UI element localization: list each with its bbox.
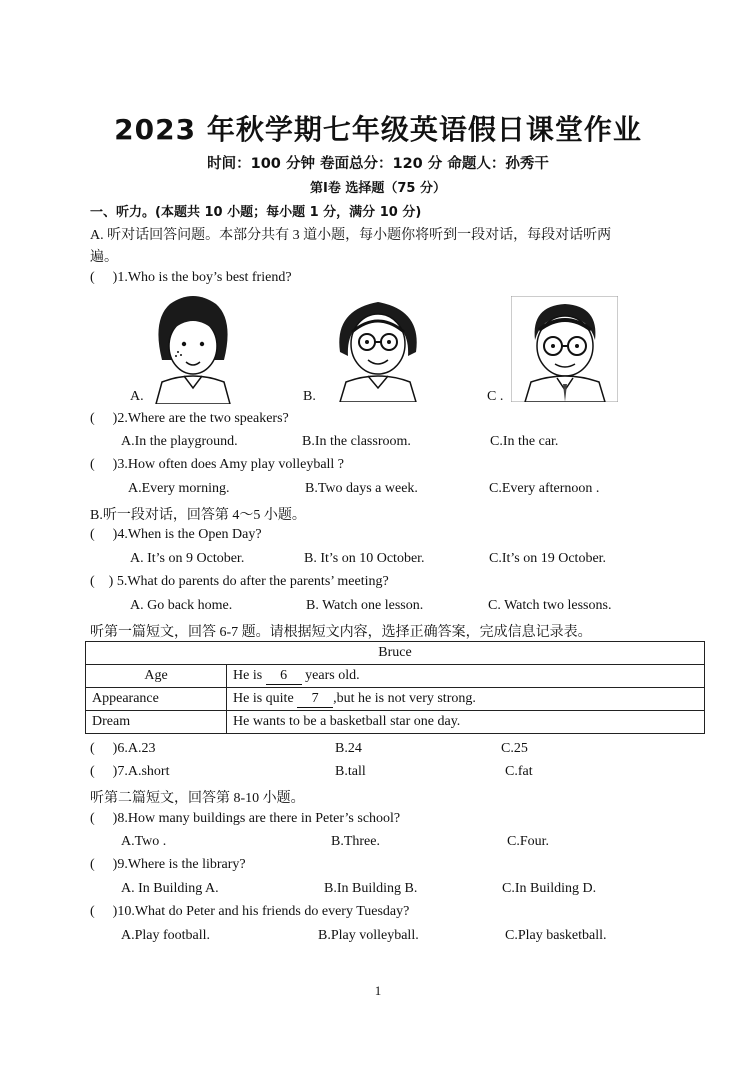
info-record-table xyxy=(85,641,705,734)
blank-6: 6 xyxy=(266,668,302,685)
table-label-dream: Dream xyxy=(86,711,227,734)
q9-option-a: A. In Building A. xyxy=(121,881,219,896)
instruction-d: 听第二篇短文，回答第 8-10 小题。 xyxy=(90,791,305,806)
table-row xyxy=(86,665,705,688)
q7-option-c: C.fat xyxy=(505,764,533,779)
table-value-dream: He wants to be a basketball star one day. xyxy=(227,711,705,734)
q5-option-c: C. Watch two lessons. xyxy=(488,598,612,613)
instruction-a-line1: A. 听对话回答问题。本部分共有 3 道小题，每小题你将听到一段对话，每段对话听两 xyxy=(90,228,612,243)
table-label-age: Age xyxy=(86,665,227,688)
q1-option-c: C . xyxy=(487,389,504,404)
q3-option-b: B.Two days a week. xyxy=(305,481,418,496)
instruction-a-line2: 遍。 xyxy=(90,250,118,265)
q3-option-a: A.Every morning. xyxy=(128,481,230,496)
question-4: ( )4.When is the Open Day? xyxy=(90,527,262,542)
table-row xyxy=(86,688,705,711)
question-6: ( )6.A.23 xyxy=(90,741,156,756)
question-5: ( ) 5.What do parents do after the parents’ meeting? xyxy=(90,574,389,589)
q8-option-c: C.Four. xyxy=(507,834,550,849)
q5-option-b: B. Watch one lesson. xyxy=(306,598,424,613)
q10-option-b: B.Play volleyball. xyxy=(318,928,419,943)
q1-option-a: A. xyxy=(130,389,144,404)
table-label-appearance: Appearance xyxy=(86,688,227,711)
page-number: 1 xyxy=(374,983,382,998)
q9-option-c: C.In Building D. xyxy=(502,881,597,896)
table-row xyxy=(86,711,705,734)
girl-with-glasses-picture xyxy=(330,292,426,402)
q2-option-a: A.In the playground. xyxy=(121,434,238,449)
q6-option-c: C.25 xyxy=(501,741,528,756)
q5-option-a: A. Go back home. xyxy=(130,598,233,613)
question-1: ( )1.Who is the boy’s best friend? xyxy=(90,270,292,285)
part-heading: 第Ⅰ卷 选择题（75 分） xyxy=(310,181,446,196)
question-10: ( )10.What do Peter and his friends do every Tuesday? xyxy=(90,904,410,919)
instruction-c: 听第一篇短文，回答 6-7 题。请根据短文内容，选择正确答案，完成信息记录表。 xyxy=(90,625,592,640)
instruction-b: B.听一段对话，回答第 4～5 小题。 xyxy=(90,508,306,523)
q4-option-b: B. It’s on 10 October. xyxy=(304,551,425,566)
q8-option-b: B.Three. xyxy=(331,834,380,849)
question-2: ( )2.Where are the two speakers? xyxy=(90,411,289,426)
girl-with-bangs-picture xyxy=(150,290,236,404)
boy-with-glasses-picture xyxy=(511,296,618,402)
q8-option-a: A.Two . xyxy=(121,834,167,849)
q3-option-c: C.Every afternoon . xyxy=(489,481,600,496)
q7-option-b: B.tall xyxy=(335,764,366,779)
q1-option-b: B. xyxy=(303,389,316,404)
q4-option-c: C.It’s on 19 October. xyxy=(489,551,607,566)
q9-option-b: B.In Building B. xyxy=(324,881,418,896)
q6-option-b: B.24 xyxy=(335,741,362,756)
table-value-age: He is 6 years old. xyxy=(227,665,705,688)
table-value-appearance: He is quite 7 ,but he is not very strong. xyxy=(227,688,705,711)
q10-option-a: A.Play football. xyxy=(121,928,211,943)
q2-option-c: C.In the car. xyxy=(490,434,559,449)
q10-option-c: C.Play basketball. xyxy=(505,928,607,943)
question-8: ( )8.How many buildings are there in Peter’s school? xyxy=(90,811,401,826)
blank-7: 7 xyxy=(297,691,333,708)
question-7: ( )7.A.short xyxy=(90,764,170,779)
q2-option-b: B.In the classroom. xyxy=(302,434,411,449)
page-title: 2023 年秋学期七年级英语假日课堂作业 xyxy=(114,113,642,146)
exam-info: 时间：100 分钟 卷面总分：120 分 命题人：孙秀干 xyxy=(207,156,549,172)
q4-option-a: A. It’s on 9 October. xyxy=(130,551,245,566)
table-header-row xyxy=(86,642,705,665)
listening-heading: 一、听力。(本题共 10 小题；每小题 1 分，满分 10 分) xyxy=(90,205,422,220)
question-9: ( )9.Where is the library? xyxy=(90,857,246,872)
table-header-name: Bruce xyxy=(86,642,705,665)
question-3: ( )3.How often does Amy play volleyball ? xyxy=(90,457,345,472)
